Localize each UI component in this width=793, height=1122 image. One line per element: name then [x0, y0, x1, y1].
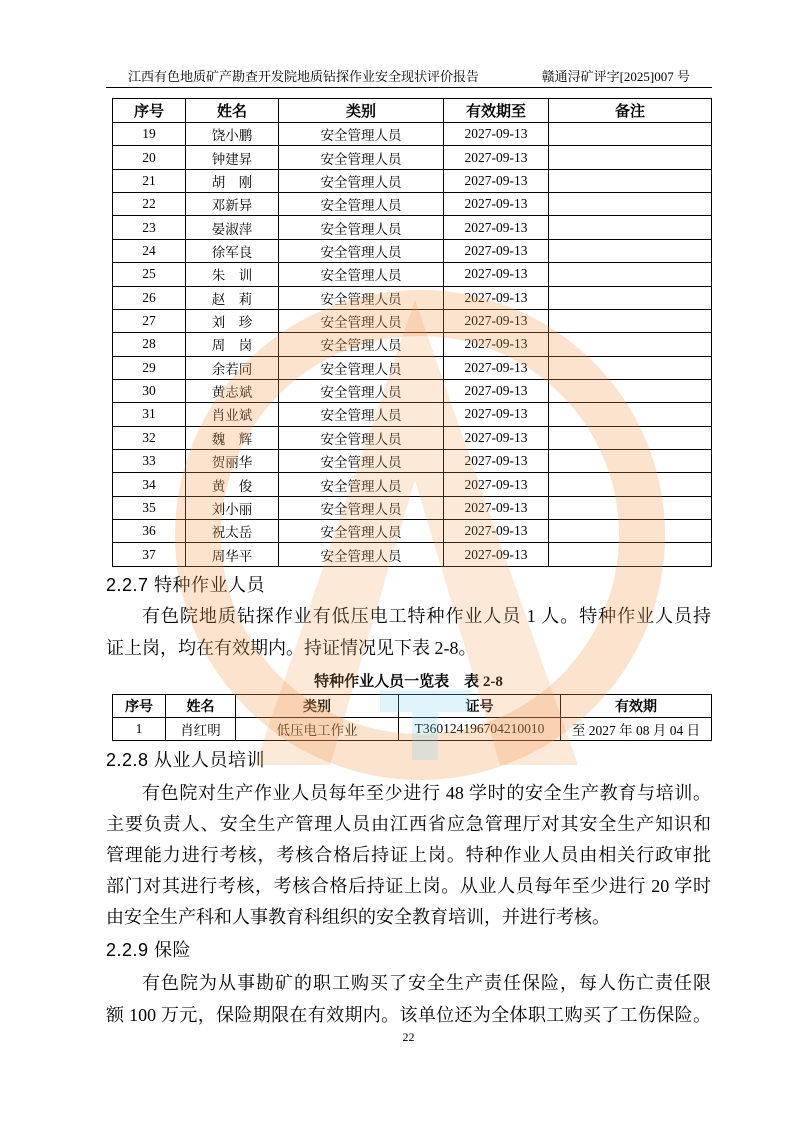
cell-name: 黄志斌 [186, 379, 279, 402]
cell-name: 赵 莉 [186, 286, 279, 309]
header-serial: 序号 [113, 695, 166, 718]
cell-valid-until: 2027-09-13 [444, 263, 549, 286]
table-row [113, 239, 712, 262]
cell-valid-until: 2027-09-13 [444, 169, 549, 192]
cell-valid-until: 2027-09-13 [444, 496, 549, 519]
cell-category: 低压电工作业 [236, 718, 399, 741]
table-row [113, 333, 712, 356]
cell-remarks [549, 496, 712, 519]
cell-category: 安全管理人员 [279, 169, 444, 192]
cell-remarks [549, 216, 712, 239]
table-row [113, 543, 712, 566]
cell-remarks [549, 543, 712, 566]
cell-serial: 23 [113, 216, 186, 239]
cell-serial: 31 [113, 403, 186, 426]
cell-remarks [549, 239, 712, 262]
table-row [113, 426, 712, 449]
cell-category: 安全管理人员 [279, 146, 444, 169]
table-row [113, 193, 712, 216]
cell-certificate-no: T360124196704210010 [399, 718, 561, 741]
cell-valid-until: 2027-09-13 [444, 286, 549, 309]
section-heading-2-2-9: 2.2.9 保险 [106, 940, 192, 960]
cell-serial: 20 [113, 146, 186, 169]
cell-valid-until: 2027-09-13 [444, 450, 549, 473]
cell-remarks [549, 169, 712, 192]
cell-category: 安全管理人员 [279, 333, 444, 356]
cell-name: 肖红明 [166, 718, 236, 741]
cell-name: 钟建昇 [186, 146, 279, 169]
paragraph-line: 由安全生产科和人事教育科组织的安全教育培训，并进行考核。 [106, 907, 610, 927]
cell-category: 安全管理人员 [279, 520, 444, 543]
section-heading-2-2-8: 2.2.8 从业人员培训 [106, 750, 266, 770]
header-divider [106, 87, 712, 88]
cell-category: 安全管理人员 [279, 496, 444, 519]
cell-category: 安全管理人员 [279, 426, 444, 449]
table-header-row [113, 99, 712, 123]
special-operations-table [112, 694, 712, 741]
header-category: 类别 [279, 99, 444, 123]
table-row [113, 718, 712, 741]
cell-remarks [549, 379, 712, 402]
table-row [113, 286, 712, 309]
cell-serial: 30 [113, 379, 186, 402]
cell-serial: 36 [113, 520, 186, 543]
table-row [113, 520, 712, 543]
header-certificate-no: 证号 [399, 695, 561, 718]
cell-category: 安全管理人员 [279, 263, 444, 286]
cell-category: 安全管理人员 [279, 356, 444, 379]
cell-name: 胡 刚 [186, 169, 279, 192]
cell-name: 周 岗 [186, 333, 279, 356]
cell-category: 安全管理人员 [279, 286, 444, 309]
cell-name: 饶小鹏 [186, 123, 279, 146]
cell-remarks [549, 473, 712, 496]
cell-valid-until: 2027-09-13 [444, 403, 549, 426]
header-valid-until: 有效期至 [444, 99, 549, 123]
paragraph-line: 有色院为从事勘矿的职工购买了安全生产责任保险，每人伤亡责任限 [142, 973, 711, 993]
cell-remarks [549, 286, 712, 309]
table-row [113, 263, 712, 286]
cell-serial: 26 [113, 286, 186, 309]
table-row [113, 146, 712, 169]
table-row [113, 123, 712, 146]
cell-serial: 24 [113, 239, 186, 262]
header-serial: 序号 [113, 99, 186, 123]
table-header-row [113, 695, 712, 718]
cell-remarks [549, 193, 712, 216]
table-row [113, 169, 712, 192]
table-row [113, 496, 712, 519]
cell-name: 刘 珍 [186, 309, 279, 332]
cell-valid-until: 2027-09-13 [444, 426, 549, 449]
cell-category: 安全管理人员 [279, 379, 444, 402]
paragraph-line: 有色院地质钻探作业有低压电工特种作业人员 1 人。特种作业人员持 [142, 606, 711, 626]
header-category: 类别 [236, 695, 399, 718]
cell-name: 朱 训 [186, 263, 279, 286]
cell-valid-until: 2027-09-13 [444, 520, 549, 543]
cell-serial: 35 [113, 496, 186, 519]
cell-category: 安全管理人员 [279, 193, 444, 216]
paragraph-line: 主要负责人、安全生产管理人员由江西省应急管理厅对其安全生产知识和 [106, 814, 711, 834]
cell-serial: 1 [113, 718, 166, 741]
cell-serial: 33 [113, 450, 186, 473]
safety-staff-table [112, 98, 712, 567]
cell-valid-until: 2027-09-13 [444, 543, 549, 566]
cell-valid-until: 2027-09-13 [444, 473, 549, 496]
header-remarks: 备注 [549, 99, 712, 123]
cell-serial: 27 [113, 309, 186, 332]
cell-name: 刘小丽 [186, 496, 279, 519]
cell-category: 安全管理人员 [279, 123, 444, 146]
cell-remarks [549, 403, 712, 426]
cell-valid-until: 2027-09-13 [444, 379, 549, 402]
table-row [113, 473, 712, 496]
cell-name: 余若同 [186, 356, 279, 379]
cell-serial: 19 [113, 123, 186, 146]
cell-remarks [549, 146, 712, 169]
paragraph-line: 部门对其进行考核，考核合格后持证上岗。从业人员每年至少进行 20 学时 [106, 876, 711, 896]
paragraph-2-2-8 [106, 778, 711, 933]
table-row [113, 356, 712, 379]
special-operations-table-body [113, 718, 712, 741]
cell-category: 安全管理人员 [279, 403, 444, 426]
table-caption-2-8: 特种作业人员一览表 表 2-8 [314, 674, 503, 690]
cell-remarks [549, 426, 712, 449]
cell-serial: 22 [113, 193, 186, 216]
table-row [113, 379, 712, 402]
document-number-header: 赣通浔矿评字[2025]007 号 [541, 69, 690, 84]
cell-remarks [549, 263, 712, 286]
cell-name: 贺丽华 [186, 450, 279, 473]
cell-name: 肖业斌 [186, 403, 279, 426]
safety-staff-table-body [113, 123, 712, 567]
cell-serial: 32 [113, 426, 186, 449]
table-row [113, 216, 712, 239]
header-name: 姓名 [186, 99, 279, 123]
cell-serial: 29 [113, 356, 186, 379]
table-row [113, 309, 712, 332]
cell-name: 周华平 [186, 543, 279, 566]
cell-category: 安全管理人员 [279, 450, 444, 473]
cell-valid-until: 2027-09-13 [444, 193, 549, 216]
cell-serial: 21 [113, 169, 186, 192]
section-heading-2-2-7: 2.2.7 特种作业人员 [106, 575, 266, 595]
cell-remarks [549, 309, 712, 332]
cell-category: 安全管理人员 [279, 309, 444, 332]
cell-category: 安全管理人员 [279, 216, 444, 239]
cell-name: 徐军良 [186, 239, 279, 262]
cell-remarks [549, 520, 712, 543]
cell-valid-until: 2027-09-13 [444, 239, 549, 262]
cell-name: 魏 辉 [186, 426, 279, 449]
cell-category: 安全管理人员 [279, 473, 444, 496]
cell-name: 晏淑萍 [186, 216, 279, 239]
cell-category: 安全管理人员 [279, 543, 444, 566]
paragraph-line: 证上岗，均在有效期内。持证情况见下表 2-8。 [106, 638, 477, 658]
cell-name: 邓新异 [186, 193, 279, 216]
page-number: 22 [402, 1030, 415, 1044]
cell-remarks [549, 356, 712, 379]
report-title-header: 江西有色地质矿产勘查开发院地质钻探作业安全现状评价报告 [128, 69, 480, 84]
cell-validity: 至 2027 年 08 月 04 日 [561, 718, 712, 741]
paragraph-2-2-9 [106, 967, 711, 1031]
paragraph-2-2-7 [106, 600, 711, 664]
table-row [113, 403, 712, 426]
header-validity: 有效期 [561, 695, 712, 718]
cell-valid-until: 2027-09-13 [444, 146, 549, 169]
cell-remarks [549, 450, 712, 473]
cell-serial: 25 [113, 263, 186, 286]
paragraph-line: 有色院对生产作业人员每年至少进行 48 学时的安全生产教育与培训。 [142, 783, 711, 803]
paragraph-line: 管理能力进行考核，考核合格后持证上岗。特种作业人员由相关行政审批 [106, 845, 711, 865]
cell-valid-until: 2027-09-13 [444, 123, 549, 146]
cell-remarks [549, 333, 712, 356]
cell-remarks [549, 123, 712, 146]
cell-valid-until: 2027-09-13 [444, 216, 549, 239]
table-row [113, 450, 712, 473]
cell-valid-until: 2027-09-13 [444, 333, 549, 356]
cell-serial: 34 [113, 473, 186, 496]
cell-serial: 28 [113, 333, 186, 356]
header-name: 姓名 [166, 695, 236, 718]
cell-valid-until: 2027-09-13 [444, 356, 549, 379]
cell-name: 祝太岳 [186, 520, 279, 543]
cell-name: 黄 俊 [186, 473, 279, 496]
cell-category: 安全管理人员 [279, 239, 444, 262]
cell-serial: 37 [113, 543, 186, 566]
cell-valid-until: 2027-09-13 [444, 309, 549, 332]
paragraph-line: 额 100 万元，保险期限在有效期内。该单位还为全体职工购买了工伤保险。 [106, 1005, 711, 1025]
